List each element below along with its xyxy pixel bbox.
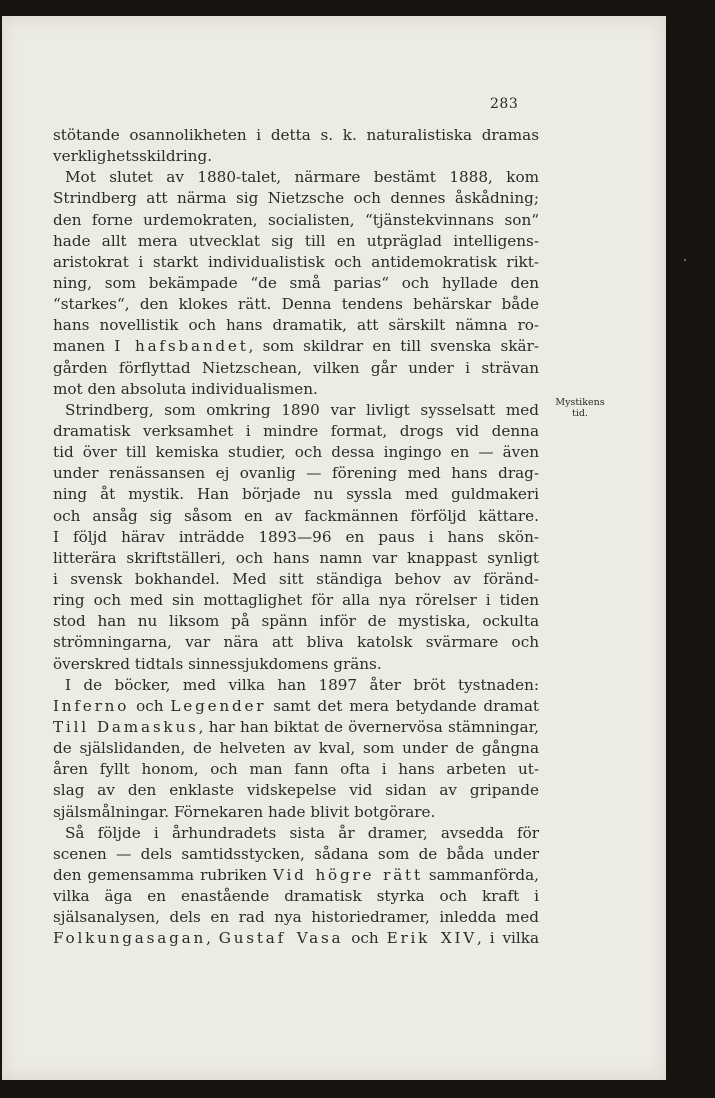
spaced-title: Gustaf Vasa (218, 929, 344, 948)
text-segment: , som skildrar en till svenska skär- (248, 337, 539, 356)
text-segment: och (129, 696, 171, 715)
text-line: ning, som bekämpade “de små parias“ och hyllade den (53, 273, 539, 292)
spaced-title: Erik XIV (386, 929, 478, 948)
text-line: Mot slutet av 1880-talet, närmare bestämt 1888, kom (65, 168, 539, 187)
text-line: själsanalysen, dels en rad nya historiedramer, inledda med (53, 908, 539, 927)
text-line: “starkes“, den klokes rätt. Denna tendens behärskar både (53, 295, 539, 314)
spaced-title: Folkungasagan (53, 929, 207, 948)
text-line: aristokrat i starkt individualistisk och antidemokratisk rikt- (53, 252, 539, 271)
text-line: Så följde i århundradets sista år dramer, avsedda för (65, 823, 539, 842)
page-number: 283 (490, 96, 519, 112)
text-line: dramatisk verksamhet i mindre format, drogs vid denna (53, 421, 539, 440)
text-line: i svensk bokhandel. Med sitt ständiga behov av föränd- (53, 569, 539, 588)
text-line: ning åt mystik. Han började nu syssla med guldmakeri (53, 485, 539, 504)
text-line: vilka äga en enastående dramatisk styrka och kraft i (53, 887, 539, 906)
text-segment: , (206, 929, 219, 948)
text-line: själsmålningar. Förnekaren hade blivit botgörare. (53, 802, 436, 821)
text-line: stod han nu liksom på spänn inför de mystiska, ockulta (53, 612, 539, 631)
text-line: Strindberg, som omkring 1890 var livligt sysselsatt med (65, 400, 539, 419)
text-line: verklighetsskildring. (53, 147, 213, 166)
text-line (53, 696, 539, 717)
text-line: litterära skriftställeri, och hans namn var knappast synligt (53, 548, 539, 567)
margin-note-line: Mystikens (555, 397, 605, 408)
text-segment: , i vilka (477, 929, 539, 948)
spaced-title: Legender (170, 696, 267, 715)
spaced-title: Inferno (53, 696, 130, 715)
text-line: den forne urdemokraten, socialisten, “tjänstekvinnans son“ (53, 210, 539, 229)
text-line: I de böcker, med vilka han 1897 åter bröt tystnaden: (65, 675, 539, 694)
paper-speck (684, 259, 686, 261)
margin-note-line: tid. (572, 408, 588, 419)
text-segment: sammanförda, (422, 865, 539, 884)
text-line: slag av den enklaste vidskepelse vid sidan av gripande (53, 781, 539, 800)
text-segment: den gemensamma rubriken (53, 865, 273, 884)
spaced-title: Vid högre rätt (272, 865, 423, 884)
text-line: mot den absoluta individualismen. (53, 379, 318, 398)
body-text (53, 125, 539, 949)
text-segment: manen (53, 337, 115, 356)
text-line: stötande osannolikheten i detta s. k. naturalistiska dramas (53, 126, 539, 144)
text-line (53, 336, 539, 357)
text-line: strömningarna, var nära att bliva katolsk svärmare och (53, 633, 539, 652)
book-page (2, 16, 666, 1080)
spaced-title: Till Damaskus (53, 717, 199, 736)
text-line (53, 865, 539, 886)
text-line: gården förflyttad Nietzschean, vilken går under i strävan (53, 358, 539, 377)
margin-note (550, 397, 610, 419)
text-segment: och (343, 929, 387, 948)
text-line: åren fyllt honom, och man fann ofta i hans arbeten ut- (53, 760, 539, 779)
text-segment: , har han biktat de övernervösa stämningar, (198, 717, 539, 736)
text-line: hade allt mera utvecklat sig till en utpräglad intelligens- (53, 231, 539, 250)
text-line: och ansåg sig såsom en av fackmännen förföljd kättare. (53, 506, 539, 525)
text-line: Strindberg att närma sig Nietzsche och dennes åskådning; (53, 189, 539, 208)
text-line: under renässansen ej ovanlig — förening med hans drag- (53, 464, 539, 483)
text-line: de själslidanden, de helveten av kval, som under de gångna (53, 739, 539, 758)
text-line: scenen — dels samtidsstycken, sådana som de båda under (53, 844, 539, 863)
text-line: ring och med sin mottaglighet för alla nya rörelser i tiden (53, 591, 539, 610)
text-line (53, 717, 539, 738)
spaced-title: I hafsbandet (114, 337, 249, 356)
text-line (53, 928, 539, 949)
text-line: tid över till kemiska studier, och dessa ingingo en — även (53, 443, 539, 462)
text-line: I följd härav inträdde 1893—96 en paus i hans skön- (53, 527, 539, 546)
text-line: hans novellistik och hans dramatik, att särskilt nämna ro- (53, 316, 539, 335)
text-line: överskred tidtals sinnessjukdomens gräns. (53, 654, 382, 673)
text-segment: samt det mera betydande dramat (266, 696, 539, 715)
